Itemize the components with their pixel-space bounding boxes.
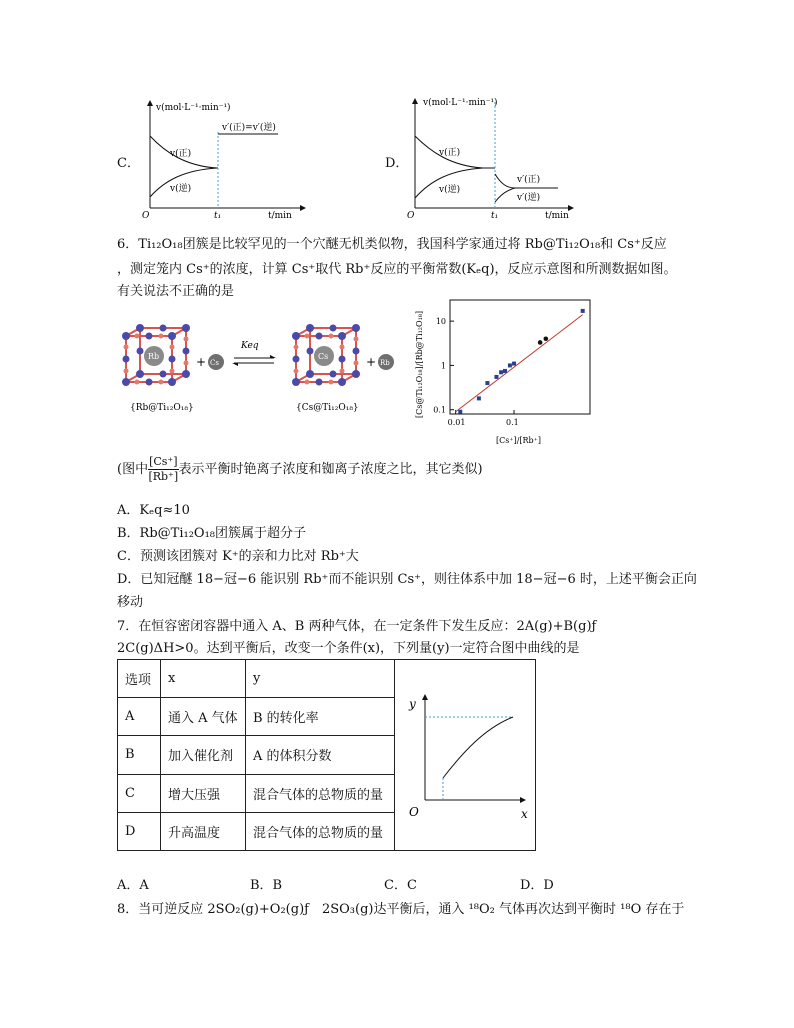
graph-c-reverse: v(逆)	[170, 184, 192, 194]
graph-d-t1: t₁	[491, 211, 499, 221]
table-header: x	[161, 660, 246, 698]
table-header: y	[246, 660, 395, 698]
note-numerator: [Cs⁺]	[149, 455, 178, 468]
chart-xlabel: [Cs⁺]/[Rb⁺]	[496, 436, 541, 445]
table-header-row	[118, 660, 536, 698]
table-cell: C	[118, 774, 161, 812]
q7-graph-cell	[395, 660, 536, 851]
table-cell: 升高温度	[161, 812, 246, 850]
graph-d-xaxis: t/min	[545, 211, 569, 221]
data-point-circle	[544, 336, 549, 341]
q7-graph-origin: O	[409, 805, 419, 819]
product-plus: +	[366, 355, 377, 369]
product-label: {Cs@Ti₁₂O₁₈}	[296, 403, 359, 413]
q6-line1: 6．Ti₁₂O₁₈团簇是比较罕见的一个穴醚无机类似物，我国科学家通过将 Rb@Ti₁₂O₁₈和 Cs⁺反应	[117, 237, 667, 252]
table-cell: 通入 A 气体	[161, 698, 246, 736]
q6-line2: ，测定笼内 Cs⁺的浓度，计算 Cs⁺取代 Rb⁺反应的平衡常数(Kₑq)，反应示意图和所测数据如图。	[117, 262, 677, 277]
cs-rb-chart	[410, 296, 600, 446]
q6-option-d-cont: 移动	[117, 595, 144, 610]
reactant-cluster	[122, 324, 190, 386]
x-tick-label: 0.1	[506, 418, 519, 427]
reactant-ion: Cs	[210, 359, 219, 367]
note-denominator: [Rb⁺]	[148, 470, 179, 483]
table-cell: A 的体积分数	[246, 736, 395, 774]
reaction-scheme	[116, 324, 406, 416]
data-point-square	[503, 369, 507, 373]
keq-label: Keq	[241, 341, 259, 351]
table-cell: 混合气体的总物质的量	[246, 774, 395, 812]
data-point-square	[512, 362, 516, 366]
q6-line3: 有关说法不正确的是	[117, 284, 235, 299]
x-tick-label: 0.01	[447, 418, 466, 427]
graph-c-origin: O	[142, 211, 150, 221]
graph-c	[140, 92, 310, 222]
data-point-square	[458, 410, 462, 414]
q6-note	[117, 455, 483, 484]
graph-c-forward: v(正)	[170, 149, 192, 159]
y-tick-label: 1	[440, 361, 446, 371]
graph-c-annotation: v′(正)=v′(逆)	[222, 123, 276, 133]
y-tick-label: 10	[435, 317, 446, 327]
product-inner-ion: Cs	[318, 352, 329, 361]
note-prefix: (图中	[117, 462, 149, 477]
q7-answer-d: D．D	[520, 878, 554, 893]
y-tick-label: 0.1	[433, 405, 446, 415]
q7-table	[117, 659, 536, 851]
graph-d-forward: v(正)	[439, 148, 461, 158]
q6-option-b: B．Rb@Ti₁₂O₁₈团簇属于超分子	[117, 526, 306, 541]
q7-graph-x: x	[521, 807, 528, 821]
data-point-square	[477, 396, 481, 400]
graph-d-annot-forward: v′(正)	[517, 175, 541, 185]
option-d-label: D．	[385, 156, 409, 171]
q7-graph	[395, 660, 535, 850]
graph-c-t1: t₁	[214, 211, 222, 221]
q7-line2: 2C(g)ΔH>0。达到平衡后，改变一个条件(x)，下列量(y)一定符合图中曲线的是	[117, 641, 580, 656]
fit-line	[456, 315, 583, 412]
q7-answer-c: C．C	[384, 878, 417, 893]
graph-c-yaxis: v(mol·L⁻¹·min⁻¹)	[156, 103, 231, 113]
q7-graph-y: y	[409, 697, 416, 711]
data-point-square	[485, 381, 489, 385]
product-ion: Rb	[380, 359, 390, 367]
data-point-square	[508, 363, 512, 367]
table-cell: 增大压强	[161, 774, 246, 812]
data-point-circle	[538, 340, 543, 345]
note-fraction	[148, 455, 178, 484]
q6-option-c: C．预测该团簇对 K⁺的亲和力比对 Rb⁺大	[117, 549, 359, 564]
graph-d-yaxis: v(mol·L⁻¹·min⁻¹)	[423, 98, 498, 108]
reactant-plus: +	[196, 355, 207, 369]
note-suffix: 表示平衡时铯离子浓度和铷离子浓度之比，其它类似)	[178, 462, 483, 477]
table-cell: A	[118, 698, 161, 736]
table-cell: 混合气体的总物质的量	[246, 812, 395, 850]
reactant-label: {Rb@Ti₁₂O₁₈}	[130, 403, 194, 413]
chart-ylabel: [Cs@Ti₁₂O₁₈]/[Rb@Ti₁₂O₁₈]	[415, 310, 424, 418]
q7-answer-a: A．A	[117, 878, 149, 893]
data-point-square	[494, 375, 498, 379]
table-cell: B	[118, 736, 161, 774]
q8-line1: 8．当可逆反应 2SO₂(g)+O₂(g)ƒ 2SO₃(g)达平衡后，通入 ¹⁸O₂ 气体再次达到平衡时 ¹⁸O 存在于	[117, 902, 685, 917]
table-cell: 加入催化剂	[161, 736, 246, 774]
q6-option-d: D．已知冠醚 18−冠−6 能识别 Rb⁺而不能识别 Cs⁺，则往体系中加 18−冠−6 时，上述平衡会正向	[117, 572, 697, 587]
table-cell: B 的转化率	[246, 698, 395, 736]
q7-answer-b: B．B	[250, 878, 283, 893]
graph-c-xaxis: t/min	[268, 211, 292, 221]
reactant-inner-ion: Rb	[148, 352, 160, 361]
option-c-label: C．	[117, 156, 140, 171]
product-cluster	[292, 324, 360, 386]
graph-d	[403, 88, 583, 222]
chart-frame	[450, 300, 590, 414]
table-header: 选项	[118, 660, 161, 698]
graph-d-origin: O	[407, 211, 415, 221]
table-cell: D	[118, 812, 161, 850]
data-point-square	[581, 309, 585, 313]
q7-line1: 7．在恒容密闭容器中通入 A、B 两种气体，在一定条件下发生反应：2A(g)+B(g)ƒ	[117, 619, 597, 634]
graph-d-reverse: v(逆)	[439, 185, 461, 195]
graph-d-annot-reverse: v′(逆)	[517, 193, 541, 203]
q6-option-a: A．Kₑq≈10	[117, 503, 190, 518]
data-point-square	[499, 370, 503, 374]
